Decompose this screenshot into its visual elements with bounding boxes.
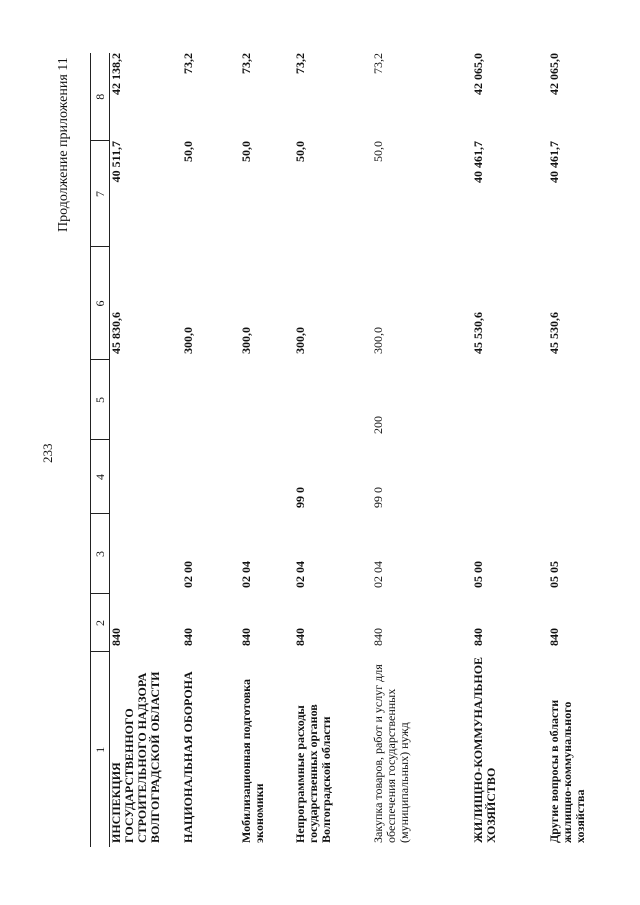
col7-amount: 40 461,7: [470, 141, 485, 183]
col4-program: [472, 440, 548, 514]
col6-amount: 45 530,6: [546, 312, 561, 354]
header-row: [91, 53, 110, 847]
col5-type: [110, 360, 182, 440]
col4-program: [240, 440, 294, 514]
col8-amount: 73,2: [238, 53, 253, 74]
col8-amount: 42 138,2: [109, 53, 123, 95]
col7-amount: 40 511,7: [109, 141, 123, 183]
table-row: [240, 53, 294, 847]
col3-section: 05 05: [546, 561, 561, 588]
col6-amount: 300,0: [180, 327, 195, 354]
column-header: 6: [91, 247, 110, 360]
col8-amount: 42 065,0: [470, 53, 485, 95]
col7-amount: 50,0: [238, 141, 253, 162]
col5-type: [472, 360, 548, 440]
col5-type: 200: [370, 416, 385, 434]
col5-type: [294, 360, 372, 440]
col3-section: 02 04: [292, 561, 307, 588]
row-name: ЖИЛИЩНО-КОММУНАЛЬНОЕ ХОЗЯЙСТВО: [470, 656, 498, 843]
table-row: [110, 53, 182, 847]
row-name: Другие вопросы в области жилищно-коммунального хозяйства: [546, 699, 587, 843]
col3-section: 02 04: [370, 561, 385, 588]
page-subtitle: Продолжение приложения 11: [56, 57, 71, 232]
col6-amount: 45 530,6: [470, 312, 485, 354]
col8-amount: 73,2: [292, 53, 307, 74]
row-name: НАЦИОНАЛЬНАЯ ОБОРОНА: [180, 671, 195, 843]
row-name: Непрограммные расходы государственных органов Волгоградской области: [292, 704, 333, 843]
col7-amount: 40 461,7: [546, 141, 561, 183]
col6-amount: 300,0: [238, 327, 253, 354]
column-header: 7: [91, 141, 110, 247]
col5-type: [182, 360, 240, 440]
col4-program: 99 0: [370, 487, 385, 508]
col2-value: 840: [238, 628, 253, 646]
col6-amount: 300,0: [292, 327, 307, 354]
col2-value: 840: [470, 628, 485, 646]
column-header: 1: [91, 652, 110, 847]
col5-type: [240, 360, 294, 440]
col4-program: [110, 440, 182, 514]
col2-value: 840: [109, 628, 123, 646]
col7-amount: 50,0: [370, 141, 385, 162]
col3-section: [110, 514, 182, 594]
col7-amount: 50,0: [180, 141, 195, 162]
col8-amount: 73,2: [180, 53, 195, 74]
col6-amount: 45 830,6: [109, 312, 123, 354]
table-row: [472, 53, 548, 847]
col5-type: [548, 360, 626, 440]
table-row: [548, 53, 626, 847]
col2-value: 840: [292, 628, 307, 646]
col6-amount: 300,0: [370, 327, 385, 354]
column-header: 2: [91, 594, 110, 652]
col8-amount: 42 065,0: [546, 53, 561, 95]
table-row: [294, 53, 372, 847]
col4-program: [182, 440, 240, 514]
col2-value: 840: [180, 628, 195, 646]
column-header: 4: [91, 440, 110, 514]
table-row: [372, 53, 472, 847]
column-header: 8: [91, 53, 110, 141]
page-number: 233: [40, 443, 55, 463]
row-name: Закупка товаров, работ и услуг для обеспечения государственных (муниципальных) нужд: [370, 664, 411, 843]
budget-table: [90, 53, 626, 847]
col7-amount: 50,0: [292, 141, 307, 162]
col2-value: 840: [546, 628, 561, 646]
column-header: 5: [91, 360, 110, 440]
table-row: [182, 53, 240, 847]
row-name: ИНСПЕКЦИЯ ГОСУДАРСТВЕННОГО СТРОИТЕЛЬНОГО НАДЗОРА ВОЛГОГРАДСКОЙ ОБЛАСТИ: [109, 671, 162, 843]
col4-program: [548, 440, 626, 514]
column-header: 3: [91, 514, 110, 594]
col3-section: 02 04: [238, 561, 253, 588]
col4-program: 99 0: [292, 487, 307, 508]
row-name: Мобилизационная подготовка экономики: [238, 679, 266, 843]
col3-section: 02 00: [180, 561, 195, 588]
col2-value: 840: [370, 628, 385, 646]
col8-amount: 73,2: [370, 53, 385, 74]
col3-section: 05 00: [470, 561, 485, 588]
